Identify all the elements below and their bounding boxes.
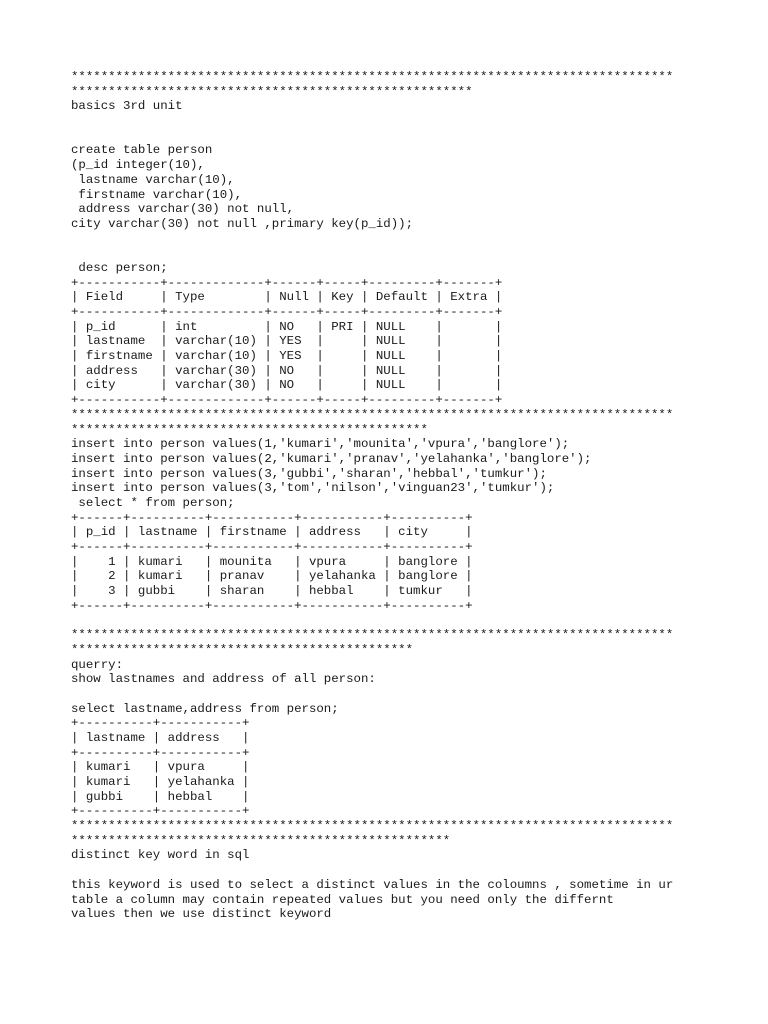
blank-line [71,232,731,247]
text-line: insert into person values(3,'gubbi','sharan','hebbal','tumkur'); [71,466,547,481]
table-row: | address | varchar(30) | NO | | NULL | | [71,363,503,378]
table-row: | 2 | kumari | pranav | yelahanka | banglore | [71,569,473,584]
text-line: create table person [71,143,213,158]
table-row: | kumari | vpura | [71,760,250,775]
document-body [71,70,731,922]
table-row: | p_id | lastname | firstname | address | city | [71,525,473,540]
text-line: insert into person values(3,'tom','nilson','vinguan23','tumkur'); [71,481,555,496]
blank-line [71,613,731,628]
table-border-line: +-----------+-------------+------+-----+---------+-------+ [71,275,503,290]
table-row: | 1 | kumari | mounita | vpura | banglore | [71,554,473,569]
blank-line [71,114,731,129]
table-row: | p_id | int | NO | PRI | NULL | | [71,319,503,334]
text-line: insert into person values(2,'kumari','pranav','yelahanka','banglore'); [71,451,592,466]
blank-line [71,863,731,878]
text-line: address varchar(30) not null, [71,202,295,217]
text-line: insert into person values(1,'kumari','mounita','vpura','banglore'); [71,437,570,452]
blank-line [71,687,731,702]
text-line: city varchar(30) not null ,primary key(p_id)); [71,216,414,231]
table-row: | city | varchar(30) | NO | | NULL | | [71,378,503,393]
text-line: firstname varchar(10), [71,187,243,202]
separator-line: ********************************************** [71,642,414,657]
text-line: table a column may contain repeated values but you need only the differnt [71,892,614,907]
text-line: querry: [71,657,124,672]
table-row: | gubbi | hebbal | [71,789,250,804]
table-row: | firstname | varchar(10) | YES | | NULL | | [71,349,503,364]
separator-line: *************************************************** [71,833,451,848]
text-line: desc person; [71,260,168,275]
table-border-line: +-----------+-------------+------+-----+---------+-------+ [71,305,503,319]
separator-line: ********************************************************************************* [71,819,674,834]
separator-line: ********************************************************************************* [71,70,674,84]
table-border-line: +------+----------+-----------+-----------+----------+ [71,598,473,613]
table-row: | Field | Type | Null | Key | Default | Extra | [71,290,503,305]
table-row: | lastname | address | [71,730,250,745]
table-border-line: +------+----------+-----------+-----------+----------+ [71,510,473,525]
separator-line: ********************************************************************************* [71,628,674,643]
text-line: select lastname,address from person; [71,701,339,716]
text-line: (p_id integer(10), [71,158,205,173]
text-line: lastname varchar(10), [71,172,235,187]
text-line: select * from person; [71,495,235,510]
table-row: | 3 | gubbi | sharan | hebbal | tumkur | [71,584,473,599]
text-line: values then we use distinct keyword [71,907,332,922]
text-line: show lastnames and address of all person: [71,672,376,687]
text-line: this keyword is used to select a distinct values in the coloumns , sometime in ur [71,877,674,892]
blank-line [71,129,731,144]
table-row: | lastname | varchar(10) | YES | | NULL | | [71,334,503,349]
separator-line: ****************************************************** [71,84,473,99]
separator-line: ************************************************ [71,422,428,437]
table-border-line: +----------+-----------+ [71,716,250,731]
table-border-line: +------+----------+-----------+-----------+----------+ [71,540,473,554]
table-row: | kumari | yelahanka | [71,775,250,789]
separator-line: ********************************************************************************* [71,407,674,422]
table-border-line: +-----------+-------------+------+-----+---------+-------+ [71,393,503,408]
blank-line [71,246,731,261]
table-border-line: +----------+-----------+ [71,745,250,760]
text-line: distinct key word in sql [71,848,250,863]
text-line: basics 3rd unit [71,99,183,114]
table-border-line: +----------+-----------+ [71,804,250,819]
